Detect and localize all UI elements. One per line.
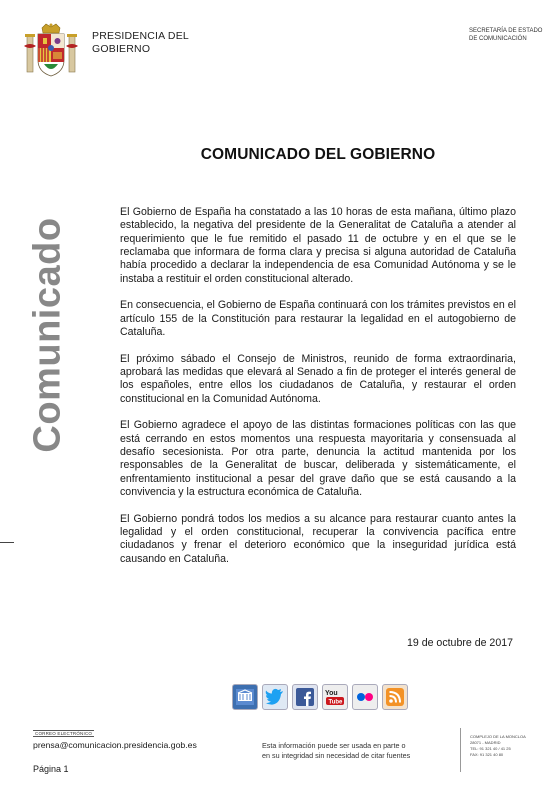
address-line-2: 28071 - MADRID: [470, 740, 501, 745]
address-line-4: FAX: 91 321 40 80: [470, 752, 504, 757]
side-label-text: Comunicado: [26, 217, 69, 453]
paragraph: En consecuencia, el Gobierno de España continuará con los trámites previstos en el artículo 155 de la Constitución para restaurar la legalidad en el autogobierno de Cataluña.: [120, 299, 516, 339]
svg-text:You: You: [325, 690, 338, 697]
postal-address: [470, 734, 550, 758]
address-line-1: COMPLEJO DE LA MONCLOA: [470, 734, 526, 739]
fold-mark: [0, 542, 14, 543]
lamoncloa-icon[interactable]: [232, 684, 258, 710]
social-links: [232, 684, 408, 710]
secretaria-line-2: DE COMUNICACIÓN: [469, 36, 527, 42]
contact-email-link[interactable]: prensa@comunicacion.presidencia.gob.es: [33, 740, 197, 750]
document-date: 19 de octubre de 2017: [406, 637, 513, 649]
org-line-2: GOBIERNO: [92, 43, 151, 55]
secretaria-name: [469, 27, 554, 43]
address-line-3: TEL: 91 321 40 / 41 25: [470, 746, 511, 751]
footer-divider: [460, 728, 461, 772]
svg-text:Tube: Tube: [328, 699, 343, 706]
coat-of-arms-icon: [22, 22, 80, 80]
paragraph: El Gobierno agradece el apoyo de las distintas formaciones políticas con las que está cerrando en estos momentos una respuesta mayoritaria y consensuada al desafío secesionista. Por otra parte, denuncia la actitud mantenida por los responsables de la Generalitat de buscar, deliberada y sistemáticamente, el enfrentamiento institucional a pesar del grave daño que se está causando a la convivencia y la estructura económica de Cataluña.: [120, 419, 516, 499]
usage-notice: [262, 741, 452, 761]
document-title: COMUNICADO DEL GOBIERNO: [200, 146, 436, 163]
org-name: [92, 30, 189, 56]
paragraph: El próximo sábado el Consejo de Ministros, reunido de forma extraordinaria, aprobará las medidas que elevará al Senado a fin de proteger el interés general de los españoles, entre ellos los ciudadanos de Cataluña, y restaurar el orden constitucional en la Comunidad Autónoma.: [120, 352, 516, 405]
paragraph: El Gobierno de España ha constatado a las 10 horas de esta mañana, último plazo establecido, la negativa del presidente de la Generalitat de Cataluña a atender al requerimiento que le fue remitido el pasado 11 de octubre y en el que se le reclamaba que informara de forma clara y precisa si alguna autoridad de Cataluña había procedido a declarar la independencia de esa Comunidad Autónoma y se le instaba a restituir el orden constitucional alterado.: [120, 206, 516, 285]
usage-line-2: en su integridad sin necesidad de citar fuentes: [262, 751, 411, 760]
email-label: CORREO ELECTRÓNICO: [35, 731, 93, 736]
flickr-icon[interactable]: [352, 684, 378, 710]
side-label: [26, 217, 69, 453]
youtube-icon[interactable]: [322, 684, 348, 710]
facebook-icon[interactable]: [292, 684, 318, 710]
secretaria-line-1: SECRETARÍA DE ESTADO: [469, 28, 543, 34]
twitter-icon[interactable]: [262, 684, 288, 710]
document-body: [120, 206, 516, 579]
org-line-1: PRESIDENCIA DEL: [92, 30, 189, 42]
usage-line-1: Esta información puede ser usada en parte o: [262, 741, 406, 750]
rss-icon[interactable]: [382, 684, 408, 710]
page-number: Página 1: [33, 764, 69, 774]
paragraph: El Gobierno pondrá todos los medios a su alcance para restaurar cuanto antes la legalidad y el orden constitucional, recuperar la convivencia pacífica entre ciudadanos y frenar el deterioro económico que la inseguridad jurídica está causando en Cataluña.: [120, 512, 516, 565]
